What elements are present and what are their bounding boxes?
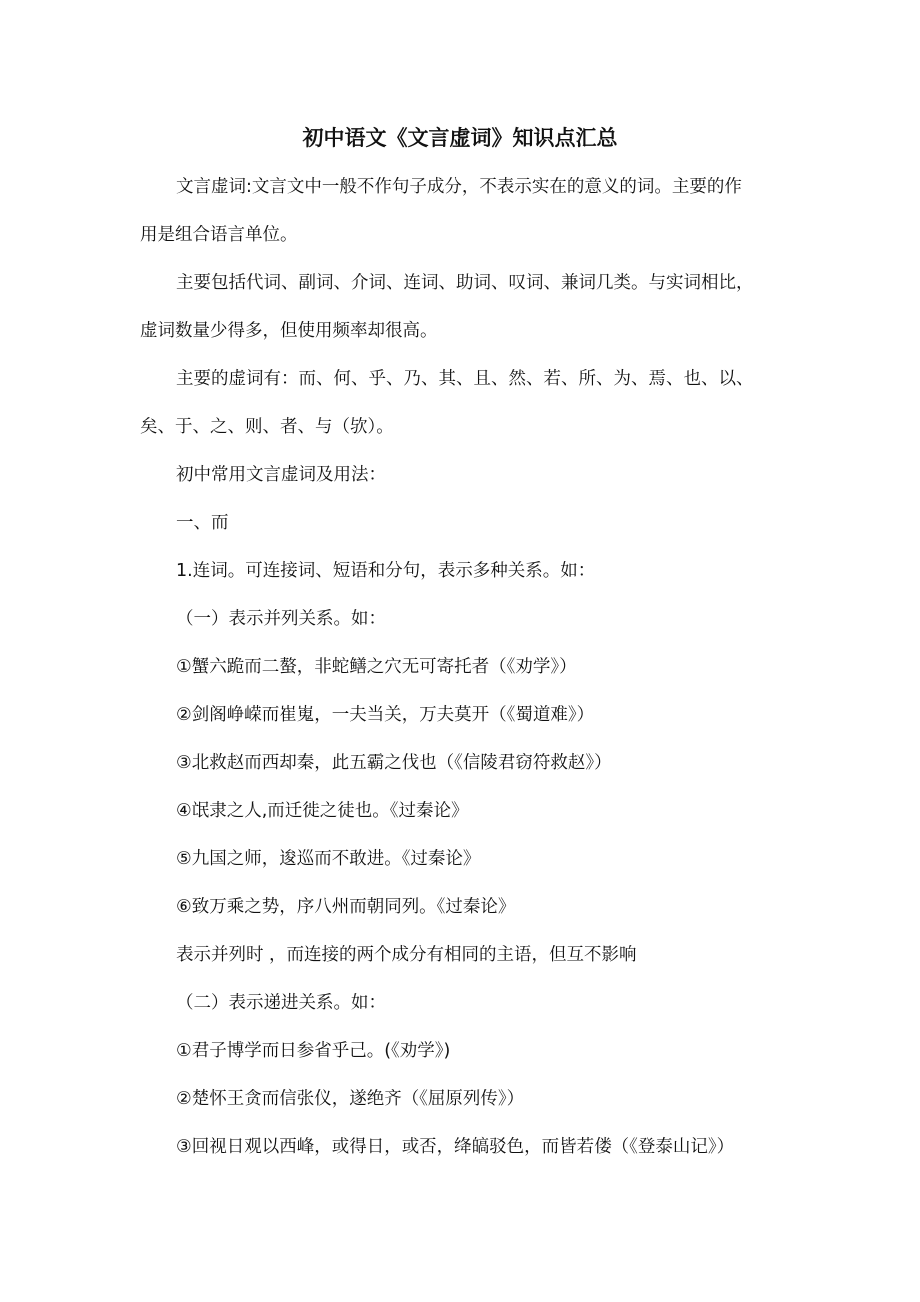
text-line: ④氓隶之人,而迁徙之徒也。《过秦论》 xyxy=(176,801,469,821)
text-line: 虚词数量少得多，但使用频率却很高。 xyxy=(140,321,438,341)
text-line: 主要包括代词、副词、介词、连词、助词、叹词、兼词几类。与实词相比， xyxy=(176,273,754,293)
text-line: ⑤九国之师，逡巡而不敢进。《过秦论》 xyxy=(176,849,481,869)
document-title: 初中语文《文言虚词》知识点汇总 xyxy=(302,126,618,150)
text-line: 表示并列时 ，而连接的两个成分有相同的主语，但互不影响 xyxy=(176,945,637,965)
text-line: 用是组合语言单位。 xyxy=(140,225,298,245)
text-line: ⑥致万乘之势，序八州而朝同列。《过秦论》 xyxy=(176,897,516,917)
text-line: ③回视日观以西峰，或得日，或否，绛皜驳色，而皆若偻（《登泰山记》） xyxy=(176,1137,735,1157)
text-line: （一）表示并列关系。如： xyxy=(176,609,386,629)
text-line: 主要的虚词有：而、何、乎、乃、其、且、然、若、所、为、焉、也、以、 xyxy=(176,369,754,389)
text-line: ③北救赵而西却秦，此五霸之伐也（《信陵君窃符救赵》） xyxy=(176,753,612,773)
text-line: （二）表示递进关系。如： xyxy=(176,993,386,1013)
text-line: 矣、于、之、则、者、与（欤）。 xyxy=(140,417,394,437)
text-line: ②剑阁峥嵘而崔嵬，一夫当关，万夫莫开（《蜀道难》） xyxy=(176,705,595,725)
text-line: 1.连词。可连接词、短语和分句，表示多种关系。如： xyxy=(176,561,596,581)
text-line: 初中常用文言虚词及用法： xyxy=(176,465,386,485)
document-body xyxy=(140,172,800,1180)
text-line: ②楚怀王贪而信张仪，遂绝齐（《屈原列传》） xyxy=(176,1089,525,1109)
text-line: ①君子博学而日参省乎己。(《劝学》) xyxy=(176,1041,451,1061)
text-line: 文言虚词:文言文中一般不作句子成分，不表示实在的意义的词。主要的作 xyxy=(176,177,742,197)
text-line: ①蟹六跪而二螯，非蛇鳝之穴无可寄托者（《劝学》） xyxy=(176,657,577,677)
text-line: 一、而 xyxy=(176,513,229,533)
